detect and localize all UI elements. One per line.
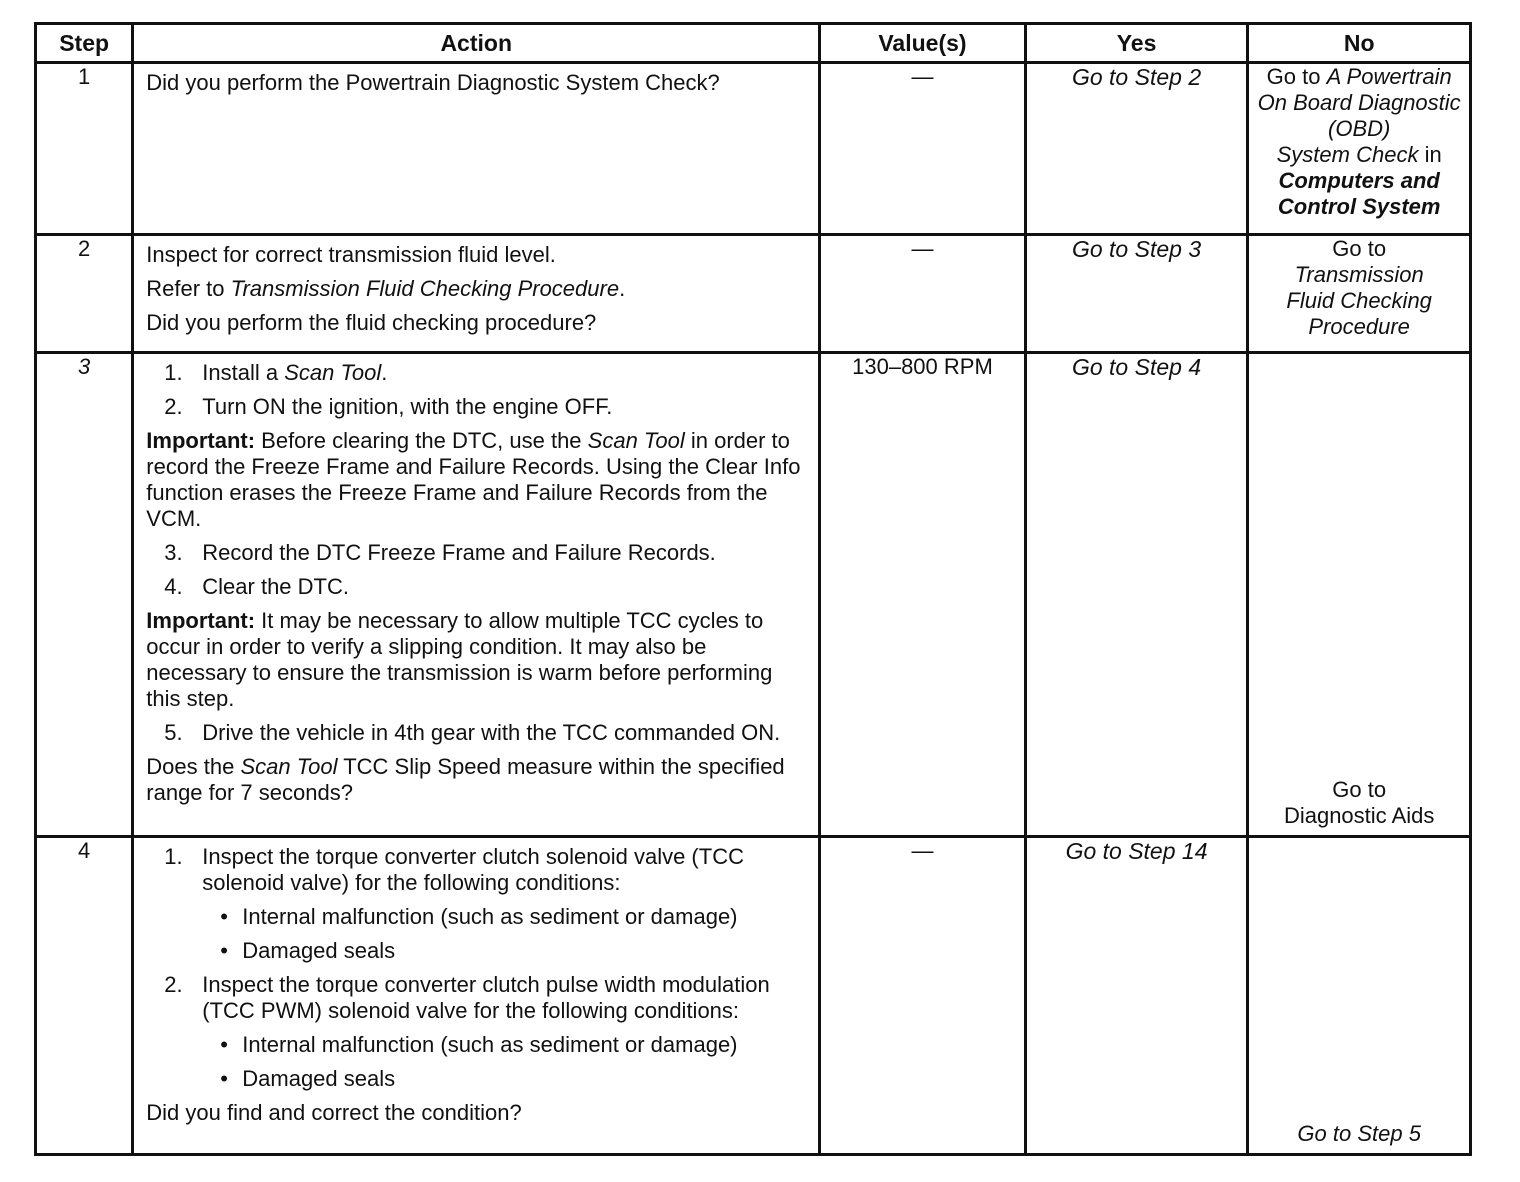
- no-cell: Go to A Powertrain On Board Diagnostic (OBD) System Check in Computers and Control System: [1248, 63, 1471, 235]
- numbered-step: 1. Install a Scan Tool.: [164, 360, 388, 385]
- yes-cell: Go to Step 14: [1025, 837, 1248, 1155]
- no-cell: Go to Transmission Fluid Checking Procedure: [1248, 235, 1471, 353]
- table-row: [36, 837, 1471, 1155]
- action-question: Did you perform the fluid checking procedure?: [146, 310, 597, 335]
- header-values: Value(s): [820, 24, 1026, 63]
- header-action: Action: [133, 24, 820, 63]
- numbered-step: 1. Inspect the torque converter clutch solenoid valve (TCC solenoid valve) for the following conditions:: [164, 844, 744, 895]
- numbered-step: 3. Record the DTC Freeze Frame and Failure Records.: [164, 540, 716, 565]
- numbered-step: 4. Clear the DTC.: [164, 574, 349, 599]
- header-row: [36, 24, 1471, 63]
- numbered-step: 2. Inspect the torque converter clutch pulse width modulation (TCC PWM) solenoid valve for the following conditions:: [164, 972, 770, 1023]
- action-question: Did you perform the Powertrain Diagnostic System Check?: [146, 70, 720, 95]
- important-note: Important: Before clearing the DTC, use the Scan Tool in order to record the Freeze Frame and Failure Records. Using the Clear Info function erases the Freeze Frame and Failure Records from the VCM.: [146, 428, 801, 531]
- table-row: [36, 63, 1471, 235]
- value-cell: —: [820, 235, 1026, 353]
- diagnostic-table: [34, 22, 1472, 1156]
- action-cell: [133, 63, 820, 235]
- yes-cell: Go to Step 3: [1025, 235, 1248, 353]
- action-text: Refer to Transmission Fluid Checking Procedure.: [146, 276, 626, 301]
- step-number: 3: [36, 353, 133, 837]
- numbered-step: 2. Turn ON the ignition, with the engine OFF.: [164, 394, 613, 419]
- yes-cell: Go to Step 4: [1025, 353, 1248, 837]
- yes-cell: Go to Step 2: [1025, 63, 1248, 235]
- header-yes: Yes: [1025, 24, 1248, 63]
- bullet-item: • Internal malfunction (such as sediment or damage): [220, 904, 738, 929]
- action-cell: [133, 353, 820, 837]
- no-cell: Go to Step 5: [1248, 837, 1471, 1155]
- table-row: [36, 235, 1471, 353]
- value-cell: —: [820, 837, 1026, 1155]
- action-question: Did you find and correct the condition?: [146, 1100, 522, 1125]
- action-cell: [133, 235, 820, 353]
- bullet-item: • Damaged seals: [220, 1066, 396, 1091]
- step-number: 2: [36, 235, 133, 353]
- step-number: 1: [36, 63, 133, 235]
- bullet-item: • Damaged seals: [220, 938, 396, 963]
- important-note: Important: It may be necessary to allow multiple TCC cycles to occur in order to verify a slipping condition. It may also be necessary to ensure the transmission is warm before performing this step.: [146, 608, 773, 711]
- header-no: No: [1248, 24, 1471, 63]
- action-text: Inspect for correct transmission fluid level.: [146, 242, 556, 267]
- action-question: Does the Scan Tool TCC Slip Speed measure within the specified range for 7 seconds?: [146, 754, 785, 805]
- value-cell: 130–800 RPM: [820, 353, 1026, 837]
- no-cell: Go to Diagnostic Aids: [1248, 353, 1471, 837]
- action-cell: [133, 837, 820, 1155]
- header-step: Step: [36, 24, 133, 63]
- value-cell: —: [820, 63, 1026, 235]
- table-row: [36, 353, 1471, 837]
- step-number: 4: [36, 837, 133, 1155]
- bullet-item: • Internal malfunction (such as sediment or damage): [220, 1032, 738, 1057]
- numbered-step: 5. Drive the vehicle in 4th gear with the TCC commanded ON.: [164, 720, 781, 745]
